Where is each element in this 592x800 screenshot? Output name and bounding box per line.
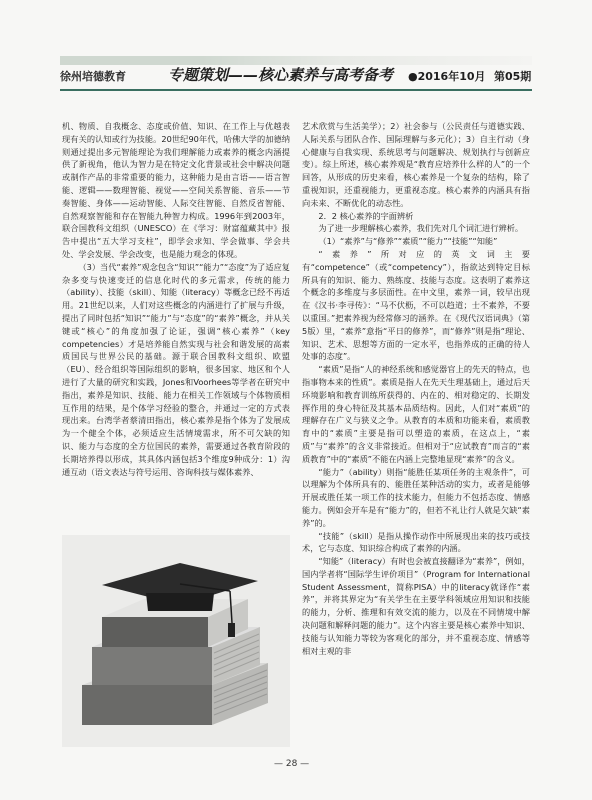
paragraph: “素养”所对应的英文词主要有“competence”（或“competency”），指欲达到特定目标所具有的知识、能力、熟练度、技能与态度。这表明了素养这个概念的多维度与多层面性。在中文里，素养一词，较早出现在《汉书·李寻传》：“马不伏枥，不可以趋道；士不素养，不要以重国。”把素养视为经常修习的涵养。在《现代汉语词典》（第5版）里，“素养”意指“平日的修养”，而“修养”则是指“理论、知识、艺术、思想等方面的一定水平，也指养成的正确的待人处事的态度”。 bbox=[302, 248, 530, 362]
issue-date: ●2016年10月 bbox=[408, 70, 486, 83]
left-column bbox=[62, 120, 290, 478]
paragraph: “能力”（ability）则指“能胜任某项任务的主观条件”，可以理解为个体所具有的、能胜任某种活动的实力，或者是能够开展或胜任某一项工作的技术能力，但能力不包括态度、情感能力。例如会开车是有“能力”的，但若不礼让行人就是欠缺“素养”的。 bbox=[302, 466, 530, 528]
page-header bbox=[60, 56, 532, 92]
right-column bbox=[302, 120, 530, 657]
publication-name: 徐州培德教育 bbox=[60, 70, 126, 83]
page-number: — 28 — bbox=[274, 759, 310, 769]
header-rule bbox=[60, 89, 532, 91]
paragraph: （3）当代“素养”观念包含“知识”“能力”“态度”为了适应复杂多变与快速变迁的信息化时代的多元需求，传统的能力（ability）、技能（skill）、知能（literacy）等概念已经不再适用。21世纪以来，人们对这些概念的内涵进行了扩展与升级，提出了同时包括“知识”“能力”与“态度”的“素养”概念，并从关键或“核心”的角度加强了论证，强调“核心素养”（key competencies）才是培养能自然实现与社会和谐发展的高素质国民与世界公民的基础。源于联合国教科文组织、欧盟（EU）、经合组织等国际组织的影响，很多国家、地区和个人进行了大量的研究和实践，Jones和Voorhees等学者在研究中指出，素养是知识、技能、能力在相关工作领域与个体物质相互作用的结果，是个体学习经验的整合，并通过一定的方式表现出来。台湾学者蔡清田指出，核心素养是指个体为了发展成为一个健全个体，必须适应生活情境需求，所不可欠缺的知识、能力与态度的全方位国民的素养，需要通过各教育阶段的长期培养得以形成，其具体内涵包括3个维度9种成分：1）沟通互动（语文表达与符号运用、咨询科技与媒体素养、 bbox=[62, 261, 290, 477]
section-title: 专题策划——核心素养与高考备考 bbox=[168, 66, 394, 84]
paragraph: 艺术欣赏与生活美学）；2）社会参与（公民责任与道德实践、人际关系与团队合作、国际理解与多元化）；3）自主行动（身心健康与自我实现、系统思考与问题解决、规划执行与创新应变）。综上所述，核心素养观是“教育应培养什么样的人”的一个回答，从形成的历史来看，核心素养是一个复杂的结构，除了重视知识，还重视能力，更重视态度。核心素养的内涵具有指向未来、不断优化的动态性。 bbox=[302, 121, 530, 208]
paragraph: “素质”是指“人的神经系统和感觉器官上的先天的特点，也指事物本来的性质”。素质是指人在先天生理基础上，通过后天环境影响和教育训练所获得的、内在的、相对稳定的、长期发挥作用的身心特征及其基本品质结构。因此，人们对“素质”的理解存在广义与狭义之争。从教育的本质和功能来看，素质教育中的“素质”主要是指可以塑造的素质，在这点上，“素质”与“素养”的含义非常接近。但相对于“应试教育”而言的“素质教育”中的“素质”不能在内涵上完整地显现“素养”的含义。 bbox=[302, 364, 530, 464]
paragraph: 为了进一步理解核心素养，我们先对几个词汇进行辨析。 bbox=[318, 223, 524, 234]
books-graduation-cap-image bbox=[62, 535, 290, 747]
paragraph: 机、物质、自我概念、态度或价值、知识、在工作上与优越表现有关的认知或行为技能。20世纪90年代，哈佛大学的加德纳则通过提出多元智能理论为我们理解能力或素养的概念内涵提供了新视角，他认为智力是在特定文化背景或社会中解决问题或制作产品的非常重要的能力，这种能力是由言语——语言智能、逻辑——数理智能、视觉——空间关系智能、音乐——节奏智能、身体——运动智能、人际交往智能、自然反省智能、自然观察智能和存在智能九种智力构成。1996年到2003年，联合国教科文组织（UNESCO）在《学习：财富蕴藏其中》报告中提出“五大学习支柱”，即学会求知、学会做事、学会共处、学会发展、学会改变，也是能力观念的体现。 bbox=[62, 121, 290, 259]
paragraph: “知能”（literacy）有时也会被直接翻译为“素养”，例如，国内学者将“国际学生评价项目”（Program for International Student Assessment，简称PISA）中的literacy就译作“素养”，并将其界定为“有关学生在主要学科领域应用知识和技能的能力，分析、推理和有效交流的能力，以及在不同情境中解决问题和解释问题的能力”。这个内容主要是核心素养中知识、技能与认知能力等较为客观化的部分，并不重视态度、情感等相对主观的非 bbox=[302, 556, 530, 656]
issue-number: 第05期 bbox=[494, 70, 532, 83]
section-heading: 2．2 核心素养的字面辨析 bbox=[318, 210, 414, 221]
paragraph: “技能”（skill）是指从操作动作中所展现出来的技巧或技术，它与态度、知识综合构成了素养的内涵。 bbox=[302, 530, 530, 554]
subsection-heading: （1）“素养”与“修养”“素质”“能力”“技能”“知能” bbox=[318, 236, 498, 247]
